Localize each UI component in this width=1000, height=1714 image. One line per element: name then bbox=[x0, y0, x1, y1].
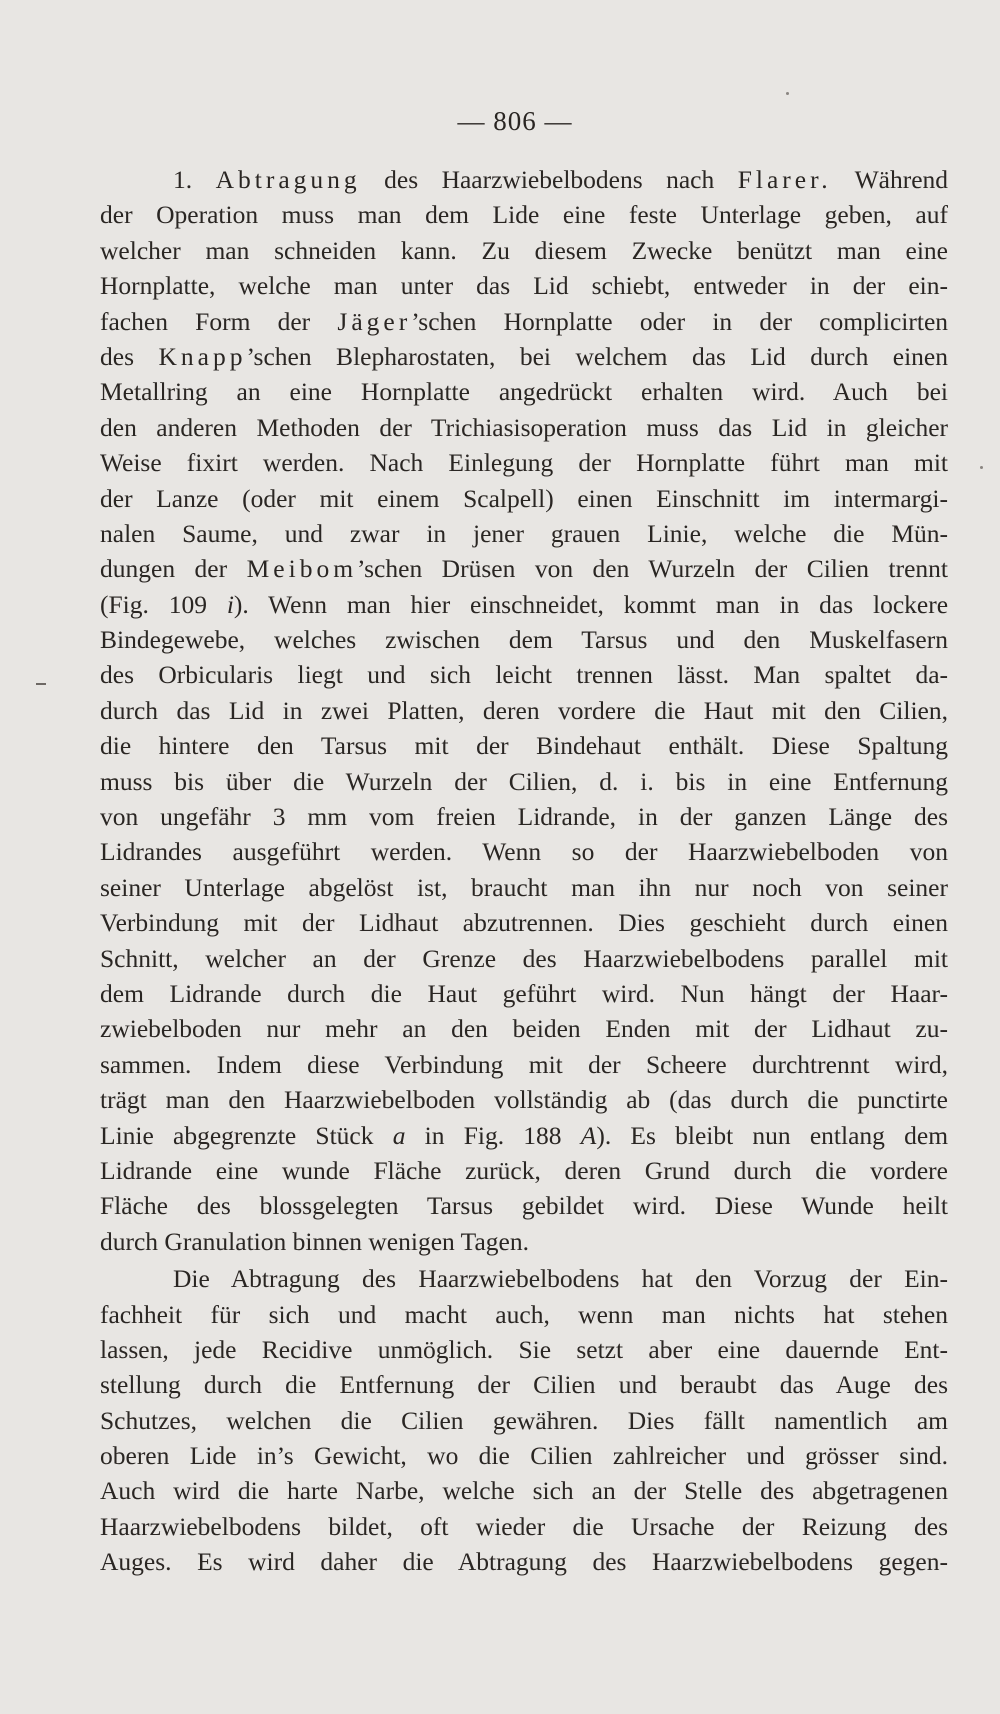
text-line: Schutzes, welchen die Cilien gewähren. Dies fällt namentlich am bbox=[100, 1405, 948, 1435]
text-line bbox=[100, 162, 948, 197]
text-line: Fläche des blossgelegten Tarsus gebildet wird. Diese Wunde heilt bbox=[100, 1191, 948, 1221]
text-line: Auges. Es wird daher die Abtragung des Haarzwiebelbodens gegen- bbox=[100, 1547, 948, 1577]
text-line: Auch wird die harte Narbe, welche sich an der Stelle des abgetragenen bbox=[100, 1476, 948, 1506]
text-span: ’schen Drüsen von den Wurzeln der Cilien trennt bbox=[357, 554, 949, 584]
text-span: ). Es bleibt nun entlang dem bbox=[596, 1120, 949, 1150]
section-term: Abtragung bbox=[215, 165, 361, 194]
text-line: durch Granulation binnen wenigen Tagen. bbox=[100, 1226, 529, 1256]
paper-speck bbox=[786, 92, 789, 95]
text-span: Während bbox=[854, 165, 949, 194]
figure-label: A bbox=[580, 1120, 597, 1150]
text-line: durch das Lid in zwei Platten, deren vordere die Haut mit den Cilien, bbox=[100, 695, 948, 725]
text-line bbox=[100, 551, 948, 586]
author-name: Knapp bbox=[158, 341, 247, 371]
text-line bbox=[100, 339, 948, 374]
figure-label: i bbox=[226, 589, 234, 619]
text-line: die hintere den Tarsus mit der Bindehaut enthält. Diese Spaltung bbox=[100, 731, 948, 761]
text-line: Hornplatte, welche man unter das Lid schiebt, entweder in der ein- bbox=[100, 271, 948, 301]
text-line: dem Lidrande durch die Haut geführt wird. Nun hängt der Haar- bbox=[100, 978, 948, 1008]
text-line: welcher man schneiden kann. Zu diesem Zwecke benützt man eine bbox=[100, 235, 948, 265]
text-line: Lidrande eine wunde Fläche zurück, deren Grund durch die vordere bbox=[100, 1155, 948, 1185]
text-span: ’schen Hornplatte oder in der complicirten bbox=[411, 306, 949, 336]
text-span: ’schen Blepharostaten, bei welchem das Lid durch einen bbox=[246, 341, 948, 371]
text-span: fachen Form der bbox=[100, 306, 311, 336]
page-number: — 806 — bbox=[457, 106, 573, 136]
text-line: Schnitt, welcher an der Grenze des Haarzwiebelbodens parallel mit bbox=[100, 943, 948, 973]
body-text bbox=[100, 162, 948, 1580]
author-name: Meibom bbox=[246, 554, 358, 584]
section-number: 1. bbox=[173, 165, 193, 194]
text-line bbox=[100, 587, 948, 622]
text-span: des bbox=[100, 341, 134, 371]
text-span: des Haarzwiebelbodens nach bbox=[384, 165, 715, 194]
text-line: der Operation muss man dem Lide eine feste Unterlage geben, auf bbox=[100, 200, 948, 230]
text-line: fachheit für sich und macht auch, wenn man nichts hat stehen bbox=[100, 1299, 948, 1329]
text-line: Die Abtragung des Haarzwiebelbodens hat den Vorzug der Ein- bbox=[173, 1264, 948, 1294]
text-span: dungen der bbox=[100, 554, 228, 584]
text-line: der Lanze (oder mit einem Scalpell) einen Einschnitt im intermargi- bbox=[100, 483, 948, 513]
text-span: Linie abgegrenzte Stück bbox=[100, 1120, 374, 1150]
text-line bbox=[100, 1118, 948, 1153]
author-name: Flarer. bbox=[737, 165, 832, 194]
text-line: lassen, jede Recidive unmöglich. Sie setzt aber eine dauernde Ent- bbox=[100, 1334, 948, 1364]
text-line: des Orbicularis liegt und sich leicht trennen lässt. Man spaltet da- bbox=[100, 660, 948, 690]
text-line: sammen. Indem diese Verbindung mit der Scheere durchtrennt wird, bbox=[100, 1049, 948, 1079]
margin-mark bbox=[36, 683, 46, 685]
text-line: seiner Unterlage abgelöst ist, braucht man ihn nur noch von seiner bbox=[100, 872, 948, 902]
text-line: zwiebelboden nur mehr an den beiden Enden mit der Lidhaut zu- bbox=[100, 1014, 948, 1044]
text-line: Bindegewebe, welches zwischen dem Tarsus und den Muskelfasern bbox=[100, 625, 948, 655]
text-line: muss bis über die Wurzeln der Cilien, d. i. bis in eine Entfernung bbox=[100, 766, 948, 796]
figure-label: a bbox=[392, 1120, 406, 1150]
text-line: von ungefähr 3 mm vom freien Lidrande, in der ganzen Länge des bbox=[100, 802, 948, 832]
author-name: Jäger bbox=[337, 306, 412, 336]
text-span: (Fig. 109 bbox=[100, 589, 207, 619]
text-line: stellung durch die Entfernung der Cilien und beraubt das Auge des bbox=[100, 1370, 948, 1400]
text-line: trägt man den Haarzwiebelboden vollständig ab (das durch die punctirte bbox=[100, 1085, 948, 1115]
text-line bbox=[100, 304, 948, 339]
text-line: den anderen Methoden der Trichiasisoperation muss das Lid in gleicher bbox=[100, 412, 948, 442]
text-span: ). Wenn man hier einschneidet, kommt man in das lockere bbox=[233, 589, 949, 619]
text-line: Verbindung mit der Lidhaut abzutrennen. Dies geschieht durch einen bbox=[100, 908, 948, 938]
paragraph-1 bbox=[100, 162, 948, 1259]
text-span: in Fig. 188 bbox=[424, 1120, 562, 1150]
text-line: Metallring an eine Hornplatte angedrückt erhalten wird. Auch bei bbox=[100, 377, 948, 407]
paper-speck bbox=[980, 466, 983, 469]
text-line: Weise fixirt werden. Nach Einlegung der Hornplatte führt man mit bbox=[100, 448, 948, 478]
paragraph-2 bbox=[100, 1261, 948, 1580]
text-line: Lidrandes ausgeführt werden. Wenn so der Haarzwiebelboden von bbox=[100, 837, 948, 867]
text-line: Haarzwiebelbodens bildet, oft wieder die Ursache der Reizung des bbox=[100, 1511, 948, 1541]
text-line: oberen Lide in’s Gewicht, wo die Cilien zahlreicher und grösser sind. bbox=[100, 1441, 948, 1471]
text-line: nalen Saume, und zwar in jener grauen Linie, welche die Mün- bbox=[100, 518, 948, 548]
